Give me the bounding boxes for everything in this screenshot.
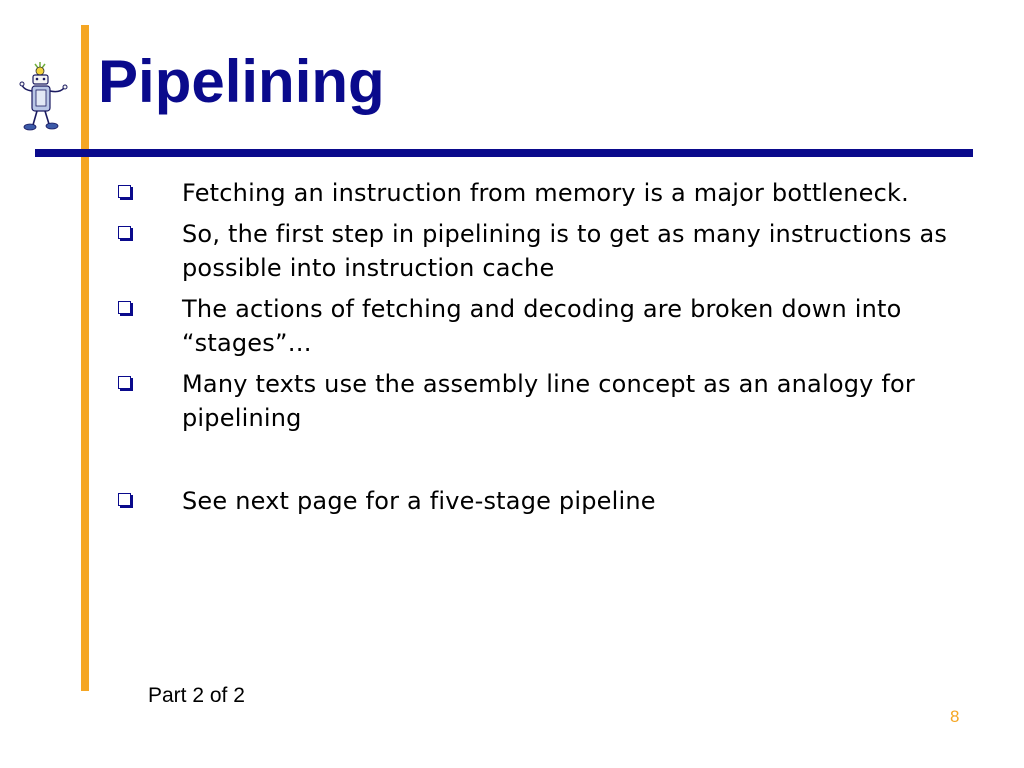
checkbox-bullet-icon [118, 226, 131, 239]
robot-mascot-icon [18, 60, 72, 136]
checkbox-bullet-icon [118, 493, 131, 506]
bullet-text: So, the first step in pipelining is to get as many instructions as possible into instruction cache [182, 220, 948, 282]
bullet-item [110, 367, 980, 435]
checkbox-bullet-icon [118, 376, 131, 389]
accent-bar [81, 25, 89, 691]
bullet-item [110, 176, 980, 210]
bullet-text: See next page for a five-stage pipeline [182, 487, 656, 515]
bullet-list [110, 176, 980, 518]
bullet-text: The actions of fetching and decoding are broken down into “stages”… [182, 295, 902, 357]
bullet-item [110, 292, 980, 360]
bullet-item [110, 484, 980, 518]
footer-note: Part 2 of 2 [148, 684, 245, 707]
checkbox-bullet-icon [118, 185, 131, 198]
checkbox-bullet-icon [118, 301, 131, 314]
bullet-text: Fetching an instruction from memory is a major bottleneck. [182, 179, 909, 207]
bullet-item [110, 217, 980, 285]
title-divider [35, 149, 973, 157]
bullet-text: Many texts use the assembly line concept as an analogy for pipelining [182, 370, 915, 432]
slide-title: Pipelining [98, 48, 385, 115]
page-number: 8 [950, 707, 960, 726]
